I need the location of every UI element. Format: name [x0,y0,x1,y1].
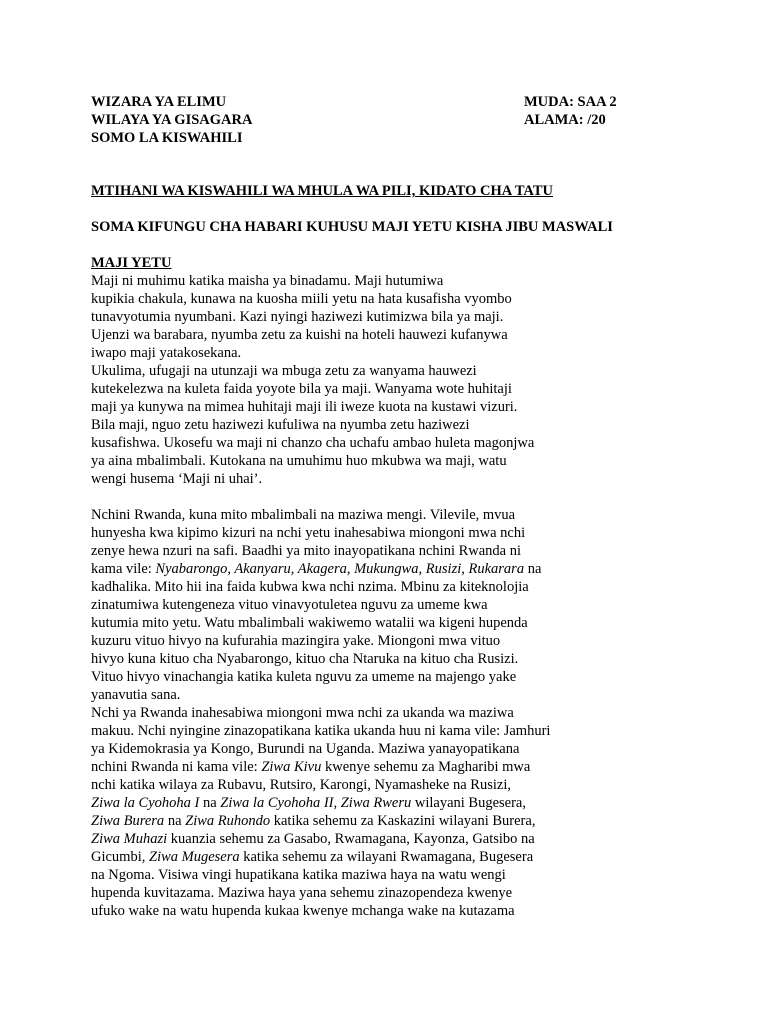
text-line: kutumia mito yetu. Watu mbalimbali wakiwemo watalii wa kigeni hupenda [91,615,528,631]
exam-instruction: SOMA KIFUNGU CHA HABARI KUHUSU MAJI YETU KISHA JIBU MASWALI [91,219,613,235]
lake-name: Ziwa Burera [91,813,165,829]
text-line: Vituo hivyo vinachangia katika kuleta nguvu za umeme na majengo yake [91,669,517,685]
duration-line: MUDA: SAA 2 [524,94,617,110]
district-line: WILAYA YA GISAGARA [91,112,253,128]
text-line: Ukulima, ufugaji na utunzaji wa mbuga zetu za wanyama hauwezi [91,363,477,379]
text-line: Maji ni muhimu katika maisha ya binadamu. Maji hutumiwa [91,273,444,289]
text-run: kwenye sehemu za Magharibi mwa [321,759,531,775]
text-run: Gicumbi, [91,849,149,865]
text-line [91,830,691,848]
header-left [91,93,252,147]
text-line: iwapo maji yatakosekana. [91,345,242,361]
text-line: wengi husema ‘Maji ni uhai’. [91,471,263,487]
lake-name: Ziwa Mugesera [149,849,240,865]
text-line: hupenda kuvitazama. Maziwa haya yana sehemu zinazopendeza kwenye [91,885,513,901]
text-run: na [199,795,221,811]
text-line: ya aina mbalimbali. Kutokana na umuhimu huo mkubwa wa maji, watu [91,453,507,469]
text-line: Nchini Rwanda, kuna mito mbalimbali na maziwa mengi. Vilevile, mvua [91,507,516,523]
river-names: Nyabarongo, Akanyaru, Akagera, Mukungwa, Rusizi, Rukarara [155,561,525,577]
text-run: wilayani Bugesera, [411,795,526,811]
text-line: hunyesha kwa kipimo kizuri na nchi yetu inahesabiwa miongoni mwa nchi [91,525,526,541]
lake-name: Ziwa Kivu [261,759,322,775]
lake-name: Ziwa la Cyohoha II [220,795,334,811]
text-line [91,794,691,812]
text-run: katika sehemu za Kaskazini wilayani Burera, [270,813,536,829]
text-line [91,560,691,578]
text-line: zinatumiwa kutengeneza vituo vinavyotuletea nguvu za umeme kwa [91,597,488,613]
text-line: kutekelezwa na kuleta faida yoyote bila ya maji. Wanyama wote huhitaji [91,381,512,397]
paragraph-gap [91,488,691,506]
text-line: makuu. Nchi nyingine zinazopatikana katika ukanda huu ni kama vile: Jamhuri [91,723,551,739]
passage-heading: MAJI YETU [91,255,172,271]
lake-name: Ziwa Rweru [340,795,412,811]
paragraph-3 [91,704,691,920]
text-line [91,758,691,776]
text-line: ya Kidemokrasia ya Kongo, Burundi na Uganda. Maziwa yanayopatikana [91,741,520,757]
text-line: na Ngoma. Visiwa vingi hupatikana katika maziwa haya na watu wengi [91,867,506,883]
text-line: kuzuru vituo hivyo na kufurahia mazingira yake. Miongoni mwa vituo [91,633,501,649]
text-line [91,812,691,830]
text-line: yanavutia sana. [91,687,181,703]
text-line: hivyo kuna kituo cha Nyabarongo, kituo cha Ntaruka na kituo cha Rusizi. [91,651,519,667]
lake-name: Ziwa Ruhondo [185,813,271,829]
text-line: Nchi ya Rwanda inahesabiwa miongoni mwa nchi za ukanda wa maziwa [91,705,514,721]
ministry-line: WIZARA YA ELIMU [91,94,227,110]
text-line [91,848,691,866]
text-run: nchini Rwanda ni kama vile: [91,759,262,775]
header-right [524,93,617,129]
subject-line: SOMO LA KISWAHILI [91,130,243,146]
exam-title: MTIHANI WA KISWAHILI WA MHULA WA PILI, KIDATO CHA TATU [91,183,553,199]
text-line: kusafishwa. Ukosefu wa maji ni chanzo cha uchafu ambao huleta magonjwa [91,435,535,451]
text-line: tunavyotumia nyumbani. Kazi nyingi haziwezi kutimizwa bila ya maji. [91,309,504,325]
text-run: na [164,813,186,829]
paragraph-1 [91,272,691,488]
text-run: kuanzia sehemu za Gasabo, Rwamagana, Kayonza, Gatsibo na [167,831,535,847]
text-run: katika sehemu za wilayani Rwamagana, Bugesera [239,849,534,865]
lake-name: Ziwa la Cyohoha I [91,795,200,811]
text-line: maji ya kunywa na mimea huhitaji maji ili iweze kuota na kustawi vizuri. [91,399,518,415]
paragraph-2 [91,506,691,704]
marks-line: ALAMA: /20 [524,112,606,128]
text-line: Ujenzi wa barabara, nyumba zetu za kuishi na hoteli hauwezi kufanywa [91,327,508,343]
text-run: , [333,795,341,811]
text-run: kama vile: [91,561,156,577]
lake-name: Ziwa Muhazi [91,831,168,847]
text-run: na [524,561,542,577]
text-line: zenye hewa nzuri na safi. Baadhi ya mito inayopatikana nchini Rwanda ni [91,543,522,559]
text-line: ufuko wake na watu hupenda kukaa kwenye mchanga wake na kutazama [91,903,515,919]
text-line: nchi katika wilaya za Rubavu, Rutsiro, Karongi, Nyamasheke na Rusizi, [91,777,511,793]
text-line: kadhalika. Mito hii ina faida kubwa kwa nchi nzima. Mbinu za kiteknolojia [91,579,529,595]
text-line: kupikia chakula, kunawa na kuosha miili yetu na hata kusafisha vyombo [91,291,512,307]
passage [91,254,691,920]
text-line: Bila maji, nguo zetu haziwezi kufuliwa na nyumba zetu haziwezi [91,417,470,433]
